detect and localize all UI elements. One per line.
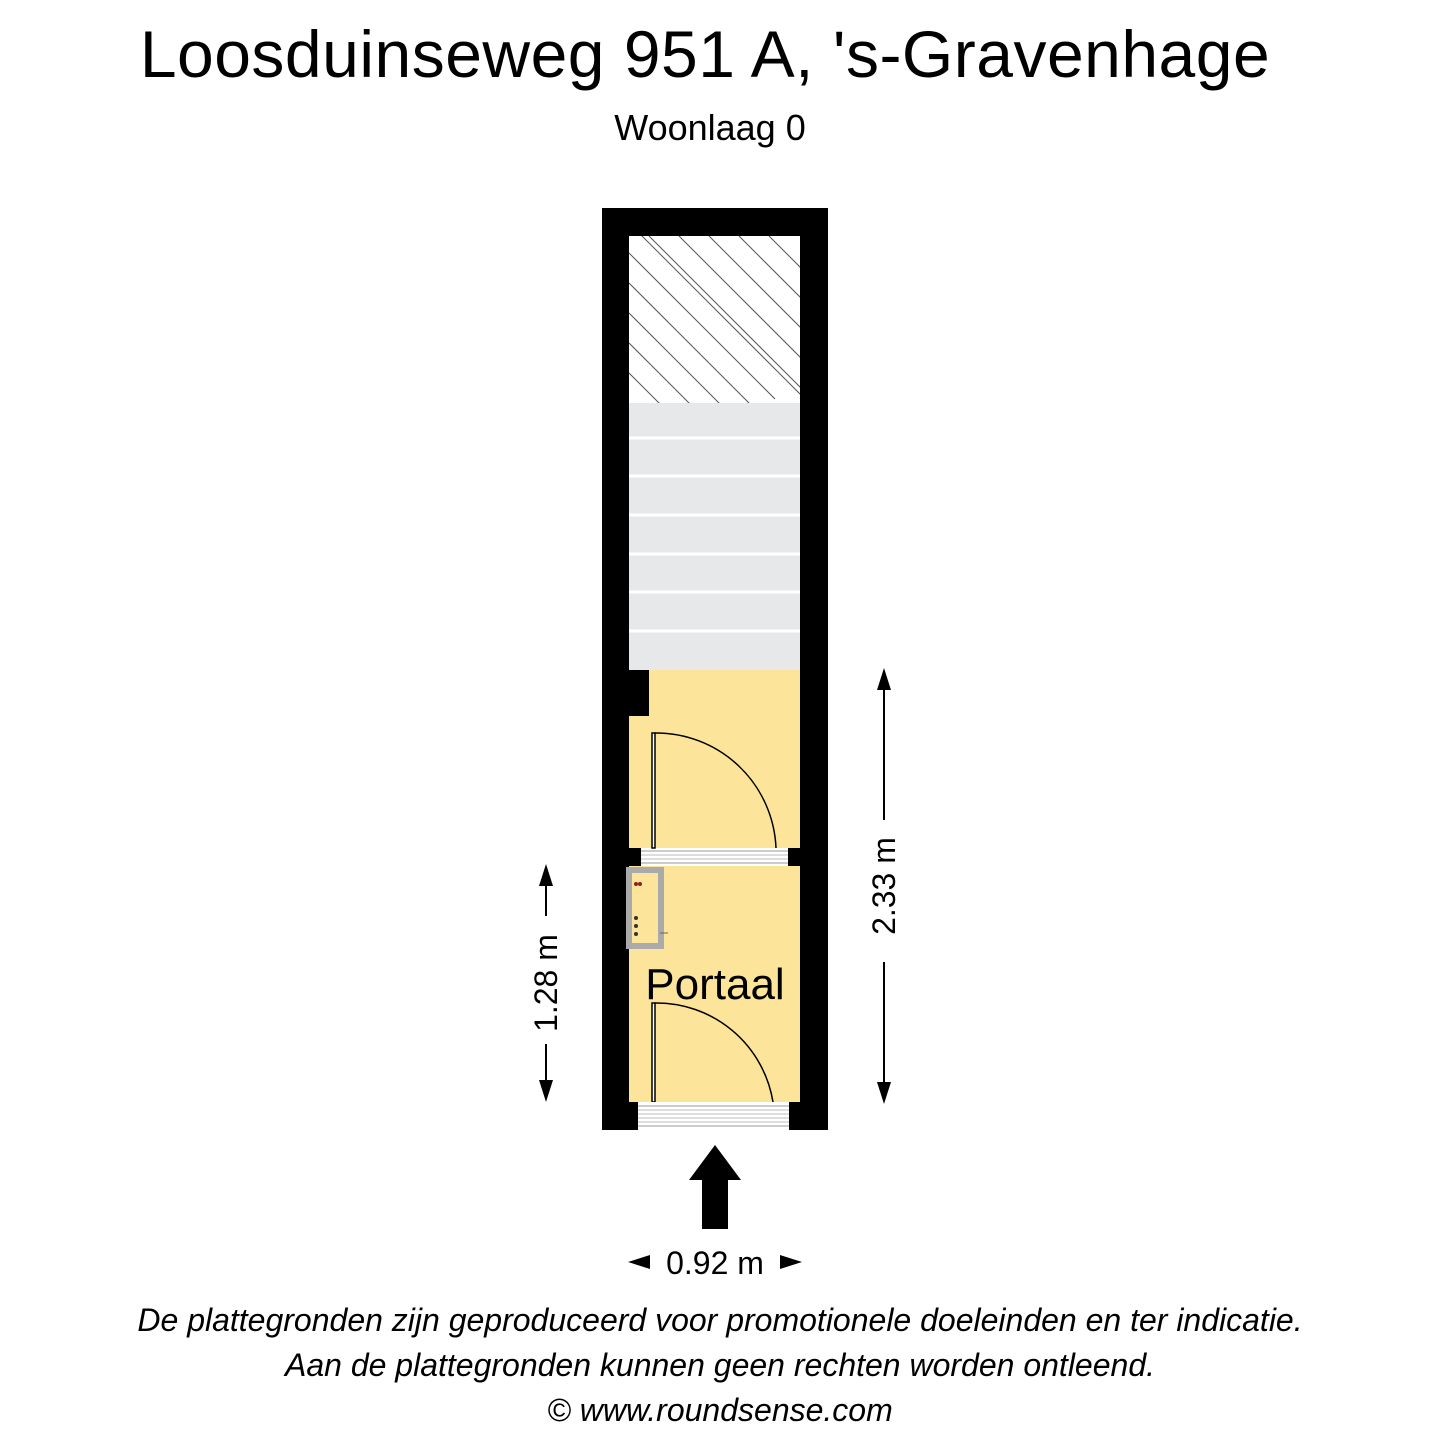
dimension-portaal-height xyxy=(528,864,564,1102)
dimension-width xyxy=(628,1245,802,1281)
wall-stub xyxy=(629,670,649,716)
disclaimer-line-1: De plattegronden zijn geproduceerd voor promotionele doeleinden en ter indicatie. xyxy=(137,1302,1303,1338)
front-door-frame xyxy=(638,1102,789,1130)
room-label-portaal: Portaal xyxy=(645,960,785,1009)
dimension-total-height xyxy=(866,668,902,1104)
dimension-label-total-height: 2.33 m xyxy=(866,837,902,935)
dimension-label-width: 0.92 m xyxy=(666,1245,764,1281)
entrance-arrow-icon xyxy=(689,1145,741,1229)
staircase xyxy=(629,403,800,670)
page-title: Loosduinseweg 951 A, 's-Gravenhage xyxy=(139,17,1271,91)
disclaimer-line-2: Aan de plattegronden kunnen geen rechten worden ontleend. xyxy=(284,1347,1155,1383)
copyright-line: © www.roundsense.com xyxy=(547,1392,893,1428)
dimension-label-portaal-height: 1.28 m xyxy=(528,934,564,1032)
inner-door-frame xyxy=(641,848,788,866)
floor-level-label: Woonlaag 0 xyxy=(614,107,806,148)
